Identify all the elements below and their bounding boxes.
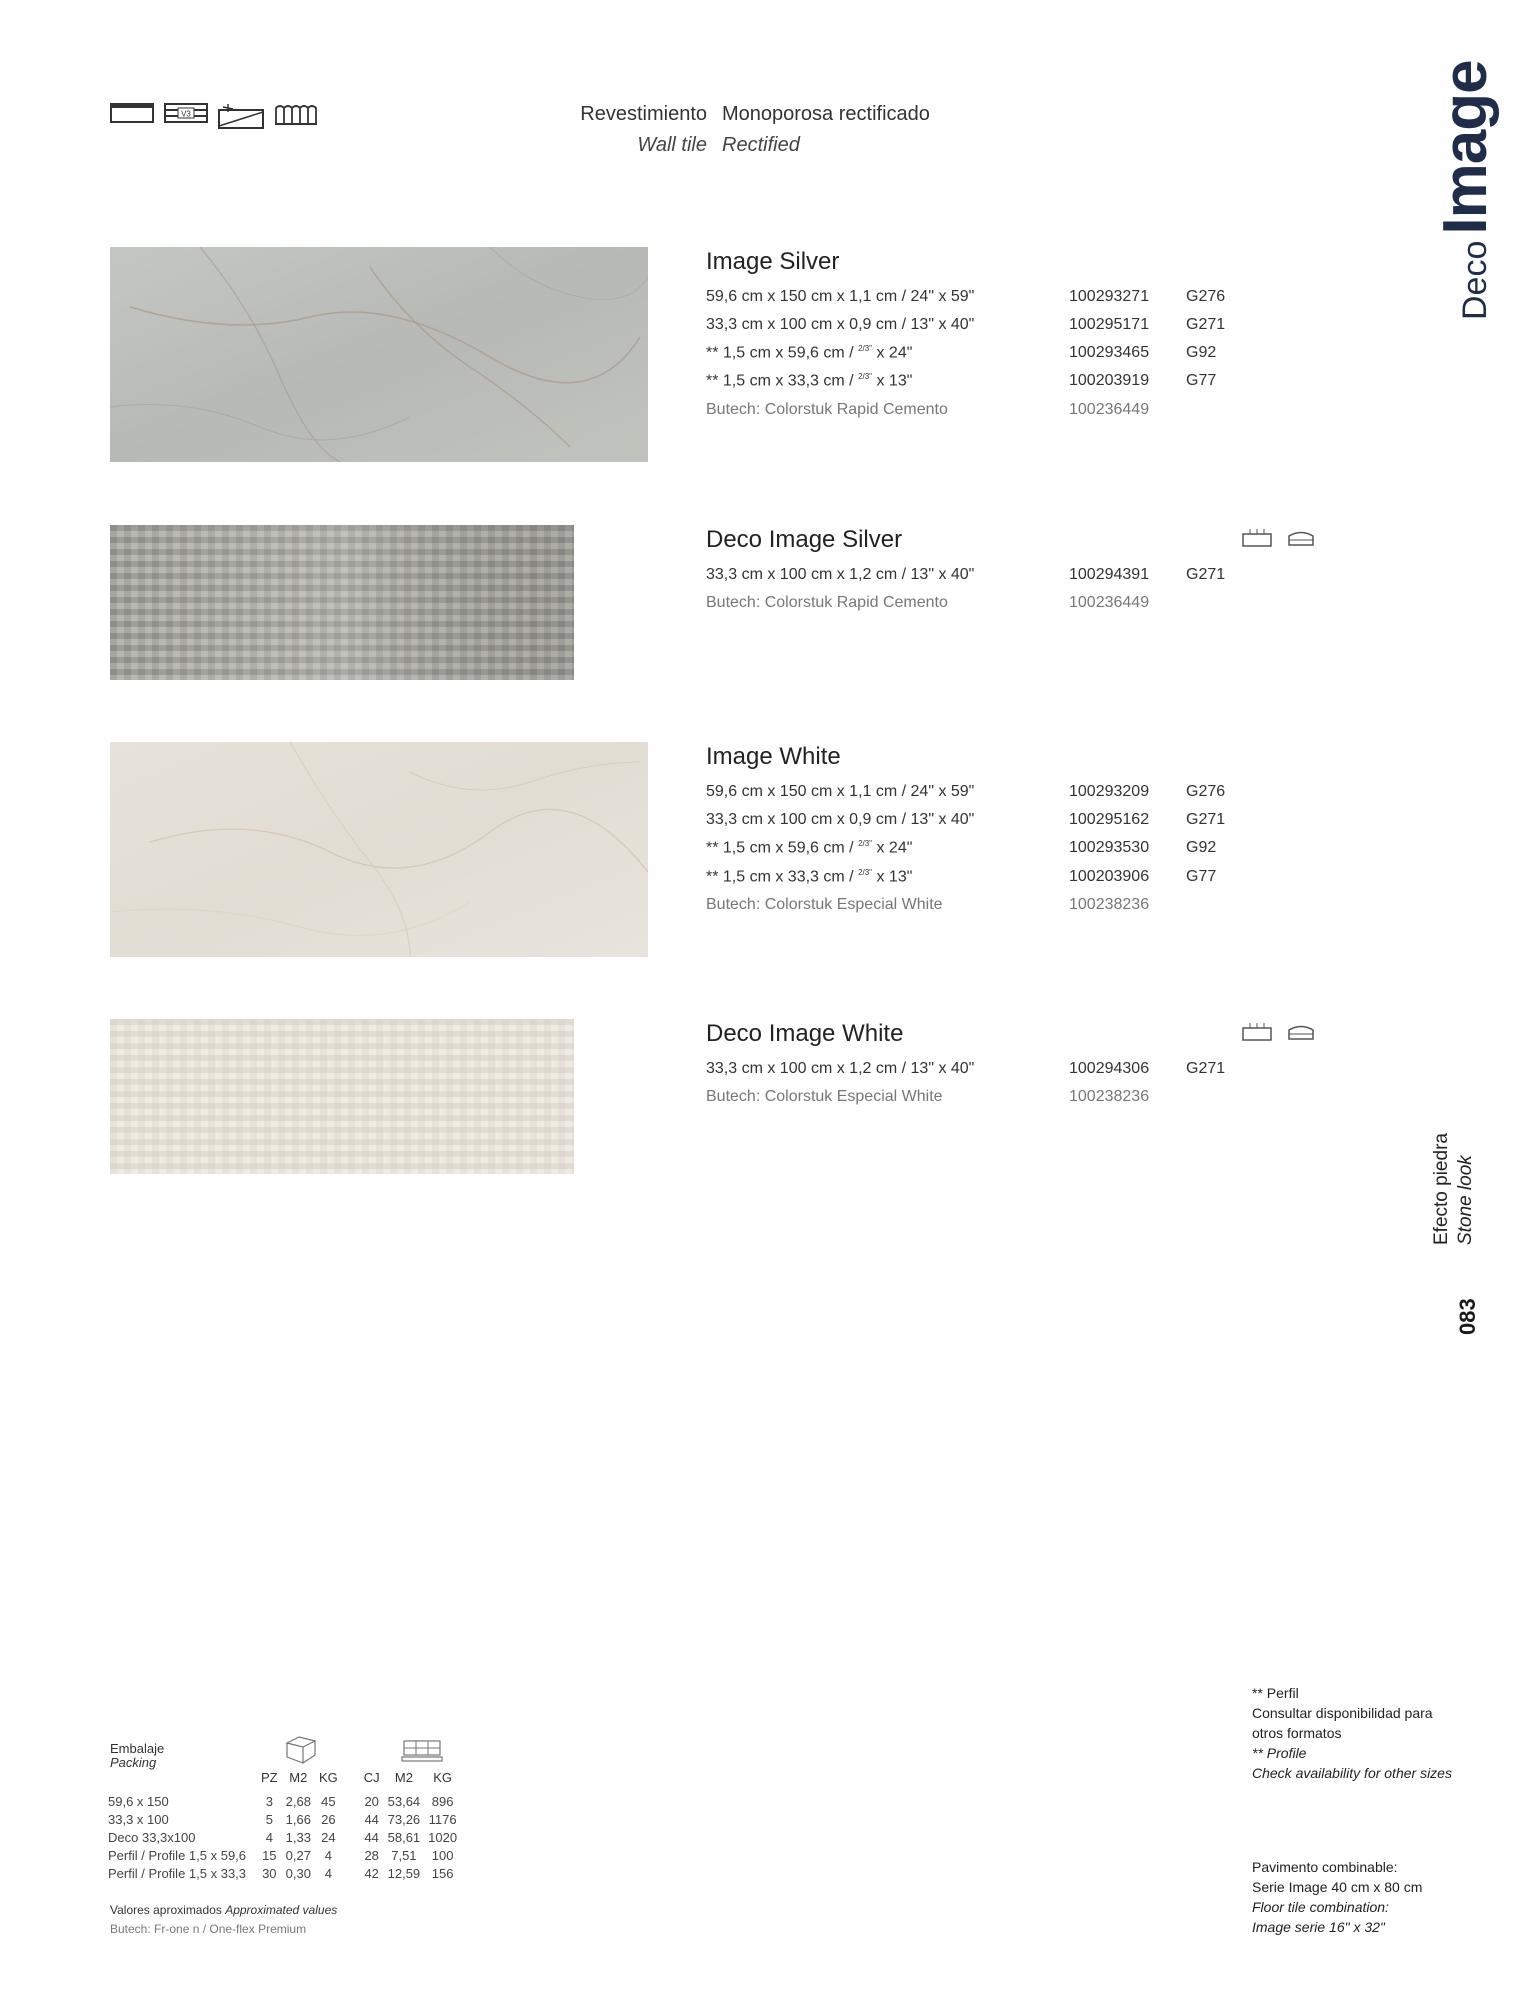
product-swatch-image-silver — [110, 247, 648, 462]
indoor-wall-icon — [1242, 528, 1272, 548]
packing-title — [110, 1742, 164, 1770]
packing-title-es: Embalaje — [110, 1741, 165, 1756]
packing-icons — [285, 1735, 485, 1765]
butech-note: Butech: Fr-one n / One-flex Premium — [110, 1922, 307, 1936]
v3-variation-icon — [164, 102, 208, 124]
table-row: Perfil / Profile 1,5 x 33,3 30 0,30 4 42 12,59 156 — [108, 1866, 454, 1881]
product-title: Deco Image Silver — [706, 526, 903, 553]
profile-note: ** Perfil Consultar disponibilidad para otros formatos ** Profile Check availability for other sizes — [1252, 1685, 1452, 1781]
packing-table — [108, 1770, 461, 1883]
product-swatch-deco-image-silver — [110, 525, 574, 680]
packing-title-en: Packing — [110, 1755, 157, 1770]
product-swatch-image-white — [110, 742, 648, 957]
side-category-es: Efecto piedra — [1431, 1133, 1452, 1245]
table-row: Deco 33,3x100 4 1,33 24 44 58,61 1020 — [108, 1830, 458, 1845]
product-icons — [1242, 1022, 1316, 1042]
category-es: Revestimiento — [580, 103, 707, 125]
type-en: Rectified — [722, 134, 800, 156]
product-icons — [1242, 528, 1316, 548]
brand-title — [1430, 40, 1500, 320]
table-row: 59,6 x 150 3 2,68 45 20 53,64 896 — [108, 1794, 454, 1809]
side-category — [1430, 1120, 1490, 1245]
brand-prefix: Deco — [1456, 240, 1494, 320]
bathroom-icon — [1286, 1022, 1316, 1042]
wall-tile-icon — [110, 102, 154, 124]
table-row: 33,3 x 100 5 1,66 26 44 73,26 1176 — [108, 1812, 457, 1827]
product-swatch-deco-image-white — [110, 1019, 574, 1174]
side-category-en: Stone look — [1455, 1155, 1476, 1245]
page-number — [1455, 1295, 1485, 1335]
packing-header-row: PZ M2 KG CJ M2 KG — [261, 1770, 453, 1785]
page-number-text: 083 — [1455, 1298, 1480, 1335]
product-title: Image Silver — [706, 248, 840, 275]
type-es: Monoporosa rectificado — [722, 103, 930, 125]
table-row: Perfil / Profile 1,5 x 59,6 15 0,27 4 28 7,51 100 — [108, 1848, 454, 1863]
floor-combination-note: Pavimento combinable: Serie Image 40 cm x 80 cm Floor tile combination: Image serie 16" x 32" — [1252, 1859, 1423, 1935]
rectified-edge-icon — [274, 102, 318, 126]
category-en: Wall tile — [637, 134, 707, 156]
brand-name: Image — [1431, 60, 1500, 235]
product-title: Image White — [706, 743, 841, 770]
svg-text:V3: V3 — [181, 109, 191, 119]
feature-icons — [110, 102, 318, 130]
box-icon — [287, 1737, 315, 1763]
indoor-wall-icon — [218, 102, 264, 130]
indoor-wall-icon — [1242, 1022, 1272, 1042]
approx-values-note: Valores aproximados Approximated values — [110, 1903, 338, 1917]
pallet-icon — [402, 1741, 442, 1761]
product-title: Deco Image White — [706, 1020, 904, 1047]
bathroom-icon — [1286, 528, 1316, 548]
